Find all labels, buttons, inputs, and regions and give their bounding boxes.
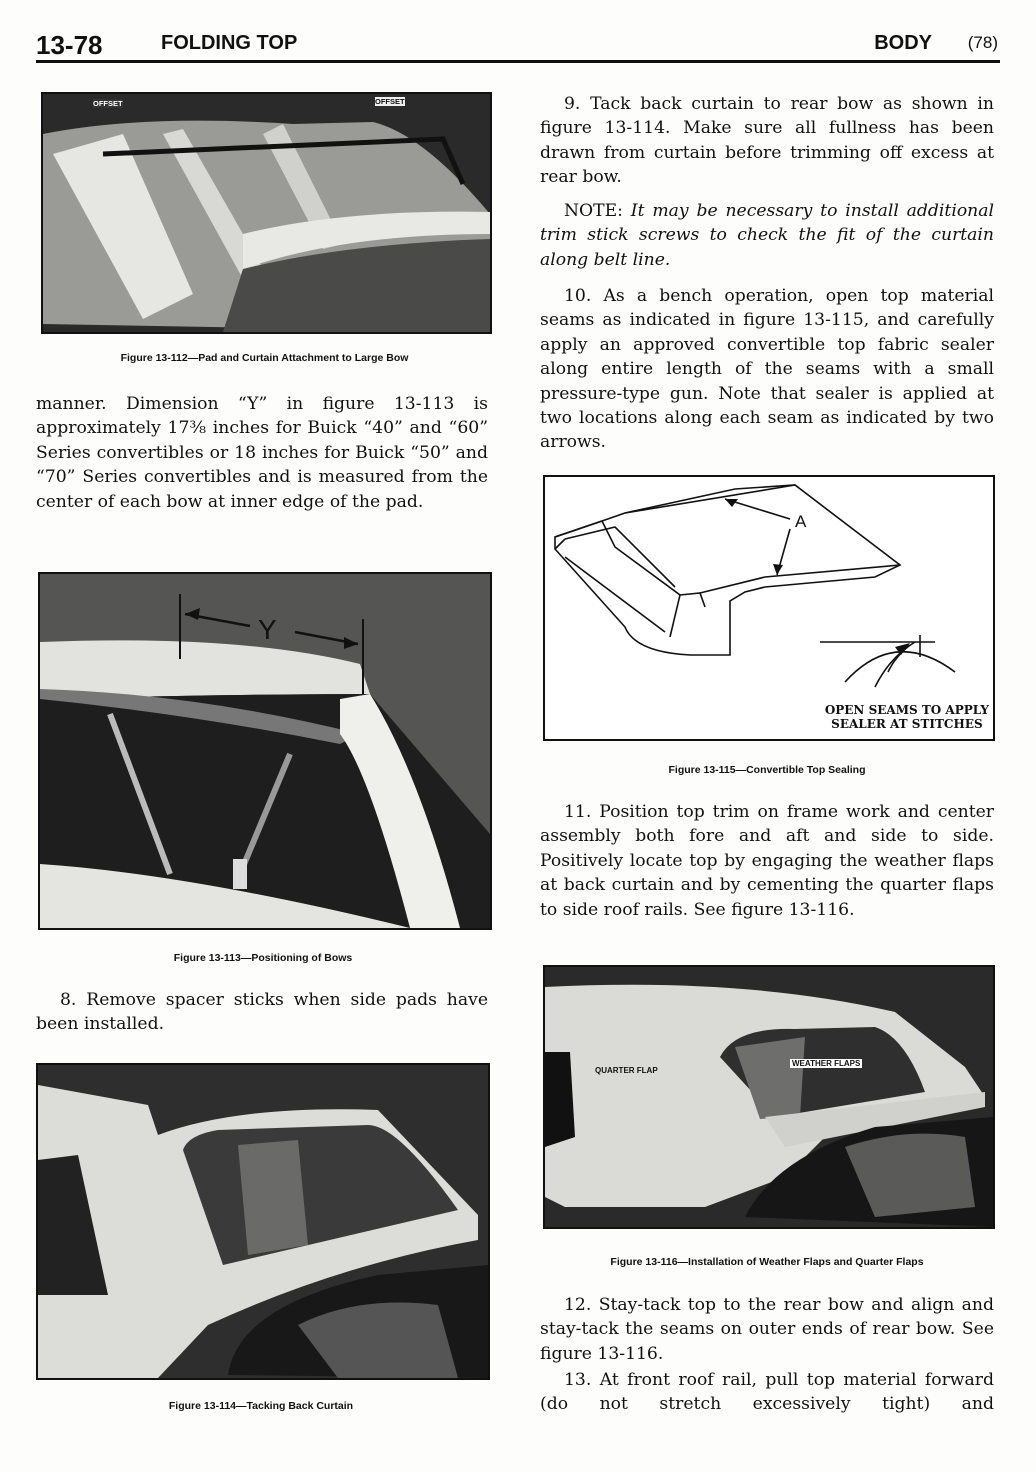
sealer-callout xyxy=(825,703,989,731)
step-9-text: 9. Tack back curtain to rear bow as shown in figure 13-114. Make sure all fullness has been drawn from curtain before trimming off excess at rear bow. xyxy=(540,94,994,188)
page-code: 13-78 xyxy=(36,30,103,60)
label-a: A xyxy=(795,512,807,531)
figure-13-114-image xyxy=(36,1063,490,1380)
figure-13-115-caption: Figure 13-115—Convertible Top Sealing xyxy=(668,764,866,776)
figure-13-113-image xyxy=(38,572,492,930)
step-10 xyxy=(540,284,994,455)
quarter-flap-label: QUARTER FLAP xyxy=(595,1066,658,1075)
offset-label-left: OFFSET xyxy=(93,99,123,108)
step-8 xyxy=(36,988,488,1037)
weather-flaps-label: WEATHER FLAPS xyxy=(792,1059,861,1068)
dimension-y-label: Y xyxy=(258,614,277,645)
figure-13-112-caption: Figure 13-112—Pad and Curtain Attachment to Large Bow xyxy=(120,352,409,364)
step-9 xyxy=(540,92,994,190)
paragraph-dimension-y: manner. Dimension “Y” in figure 13-113 is approximately 17⅜ inches for Buick “40” and “60” Series convertibles or 18 inches for Buick “50” and “70” Series convertibles and is measured from the center of each bow at inner edge of the pad. xyxy=(36,394,488,512)
step-12-text: 12. Stay-tack top to the rear bow and align and stay-tack the seams on outer ends of rear bow. See figure 13-116. xyxy=(540,1295,994,1364)
group-title: BODY xyxy=(874,32,932,54)
note-label: NOTE: xyxy=(564,201,623,221)
figure-13-113-caption: Figure 13-113—Positioning of Bows xyxy=(173,952,353,964)
step-11 xyxy=(540,800,994,922)
section-title: FOLDING TOP xyxy=(161,32,298,54)
step-13 xyxy=(540,1368,994,1417)
step-10-text: 10. As a bench operation, open top material seams as indicated in figure 13-115, and carefully apply an approved convertible top fabric sealer along entire length of the seams with a small pressure-type gun. Note that sealer is applied at two locations along each seam as indicated by two arrows. xyxy=(540,286,994,453)
note xyxy=(540,199,994,272)
figure-13-114-caption: Figure 13-114—Tacking Back Curtain xyxy=(168,1400,354,1412)
figure-13-115-diagram xyxy=(543,475,995,741)
page-header xyxy=(36,28,1000,63)
step-12 xyxy=(540,1293,994,1366)
step-8-text: 8. Remove spacer sticks when side pads have been installed. xyxy=(36,990,488,1035)
step-13-text: 13. At front roof rail, pull top material forward (do not stretch excessively tight) and xyxy=(540,1370,994,1415)
sealer-callout-line2: SEALER AT STITCHES xyxy=(831,717,983,731)
sealer-callout-line1: OPEN SEAMS TO APPLY xyxy=(824,703,989,717)
note-text: It may be necessary to install additional trim stick screws to check the fit of the curtain along belt line. xyxy=(540,201,994,270)
figure-13-116-image xyxy=(543,965,995,1229)
page-number: (78) xyxy=(967,33,998,52)
figure-13-116-caption: Figure 13-116—Installation of Weather Flaps and Quarter Flaps xyxy=(610,1256,924,1268)
figure-13-112-image xyxy=(41,92,492,334)
offset-label-right: OFFSET xyxy=(375,97,405,106)
step-11-text: 11. Position top trim on frame work and center assembly both fore and aft and side to side. Positively locate top by engaging the weather flaps at back curtain and by cementing the quarter flaps to side roof rails. See figure 13-116. xyxy=(540,802,994,920)
